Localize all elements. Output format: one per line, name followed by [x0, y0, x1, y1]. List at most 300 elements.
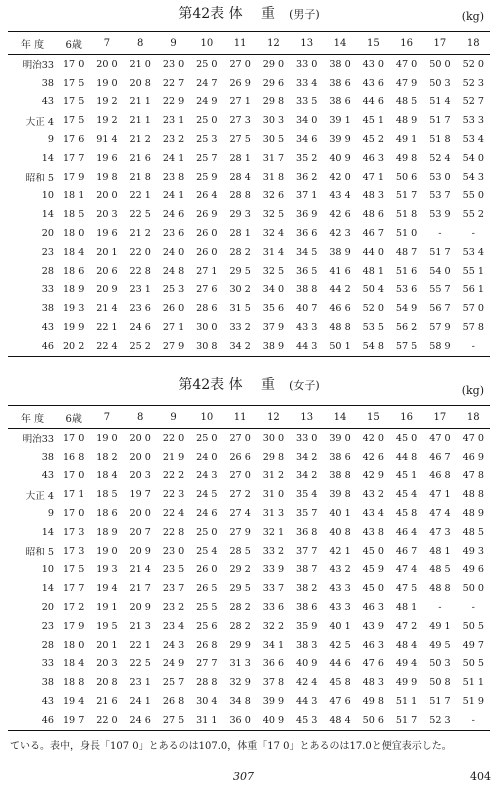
table-cell: 53 5 — [362, 322, 384, 334]
table-cell: 22 1 — [96, 322, 118, 334]
table-cell: 50 6 — [362, 714, 384, 726]
column-header: 7 — [90, 406, 123, 429]
row-year: 38 — [41, 77, 54, 89]
table-cell: 28 2 — [229, 620, 251, 632]
table-cell: 47 4 — [395, 564, 418, 576]
table-cell: 26 9 — [229, 77, 251, 89]
table-cell: 20 8 — [96, 677, 118, 689]
table-cell: 17 0 — [62, 432, 85, 444]
weight-table-male — [8, 31, 490, 357]
table-cell: 20 0 — [129, 508, 151, 520]
table-cell: 48 5 — [429, 564, 451, 576]
weight-table-female — [8, 405, 490, 731]
table-cell: 21 7 — [129, 583, 151, 595]
table-cell: 46 7 — [395, 545, 418, 557]
table-cell: 40 8 — [329, 526, 351, 538]
table-cell: 29 0 — [262, 58, 285, 70]
table-cell: 29 5 — [229, 265, 251, 277]
table-row — [8, 448, 490, 467]
row-year: 46 — [41, 714, 54, 726]
table-row — [8, 262, 490, 281]
column-header: 16 — [390, 406, 423, 429]
table-cell: 31 8 — [262, 171, 285, 183]
row-year: 大正 4 — [25, 116, 54, 128]
table-cell: 25 0 — [196, 115, 218, 127]
table-cell: 27 2 — [229, 489, 251, 501]
table-row — [8, 673, 490, 692]
table-cell: 48 5 — [395, 96, 418, 108]
table-cell: 33 9 — [262, 564, 285, 576]
table-row — [8, 224, 490, 243]
table-cell: 27 6 — [196, 284, 218, 296]
table-cell: 51 9 — [462, 696, 484, 708]
table-cell: 50 5 — [462, 658, 484, 670]
table-cell: 33 2 — [262, 545, 285, 557]
table-cell: 48 8 — [329, 322, 351, 334]
table-cell: 19 7 — [129, 489, 151, 501]
table-cell: 30 0 — [196, 322, 218, 334]
table-cell: 38 7 — [296, 564, 318, 576]
table-cell: 48 4 — [395, 639, 418, 651]
table-cell: 27 9 — [162, 340, 185, 352]
table-cell: - — [438, 228, 442, 240]
table-cell: 45 0 — [395, 432, 418, 444]
table-cell: 36 8 — [296, 526, 318, 538]
table-cell: 47 0 — [429, 432, 451, 444]
column-header: 11 — [223, 406, 256, 429]
table-cell: 18 9 — [96, 526, 118, 538]
table-row — [8, 337, 490, 356]
table-cell: 34 0 — [262, 284, 285, 296]
table-cell: 49 3 — [462, 545, 484, 557]
table-cell: 23 1 — [129, 284, 151, 296]
table-cell: 48 9 — [395, 115, 418, 127]
table-cell: 24 0 — [162, 246, 185, 258]
row-year: 明治33 — [22, 60, 54, 72]
table-cell: 25 6 — [196, 620, 218, 632]
table-cell: 18 5 — [96, 489, 118, 501]
table-cell: 45 0 — [362, 583, 384, 595]
table-cell: 37 9 — [262, 322, 285, 334]
table-cell: 26 0 — [196, 564, 218, 576]
table-cell: 48 7 — [395, 246, 418, 258]
table-cell: 34 6 — [296, 134, 318, 146]
table-cell: 46 4 — [395, 526, 418, 538]
table-row — [8, 467, 490, 486]
table-cell: 31 5 — [229, 303, 251, 315]
table-cell: 38 0 — [329, 58, 351, 70]
table-cell: 22 1 — [129, 190, 151, 202]
table-cell: 25 0 — [196, 526, 218, 538]
table-title — [8, 3, 490, 23]
table-cell: 45 0 — [362, 545, 384, 557]
table-cell: 42 0 — [362, 432, 384, 444]
table-cell: 19 0 — [96, 77, 118, 89]
table-cell: 22 0 — [96, 714, 118, 726]
row-year: 9 — [47, 134, 54, 146]
table-cell: 50 8 — [429, 677, 451, 689]
table-cell: 42 9 — [362, 470, 384, 482]
table-cell: 18 4 — [62, 658, 85, 670]
table-cell: 42 0 — [329, 171, 351, 183]
table-cell: 17 7 — [62, 152, 85, 164]
column-header: 14 — [323, 32, 356, 55]
table-cell: 31 3 — [229, 658, 251, 670]
row-year: 10 — [41, 190, 54, 202]
table-cell: 17 7 — [62, 583, 85, 595]
table-cell: 51 7 — [429, 115, 451, 127]
table-cell: 22 5 — [129, 209, 151, 221]
table-cell: 52 7 — [462, 96, 484, 108]
table-cell: 20 0 — [96, 190, 118, 202]
table-cell: 27 0 — [229, 432, 251, 444]
table-cell: 31 1 — [196, 714, 218, 726]
table-cell: 22 8 — [162, 526, 185, 538]
table-row — [8, 692, 490, 711]
table-cell: 34 2 — [296, 470, 318, 482]
table-row — [8, 74, 490, 93]
table-cell: 20 7 — [129, 526, 151, 538]
table-cell: 38 8 — [329, 470, 351, 482]
table-cell: 25 0 — [196, 58, 218, 70]
table-cell: 25 7 — [196, 152, 218, 164]
column-header: 17 — [423, 32, 456, 55]
table-cell: 28 4 — [229, 171, 251, 183]
table-cell: 53 0 — [429, 171, 451, 183]
column-header: 14 — [323, 406, 356, 429]
table-row — [8, 187, 490, 206]
table-cell: 21 9 — [162, 451, 185, 463]
table-cell: 38 6 — [329, 451, 351, 463]
table-cell: 33 0 — [296, 432, 318, 444]
table-cell: 55 7 — [429, 284, 451, 296]
table-cell: 40 9 — [262, 714, 285, 726]
table-cell: 17 6 — [62, 134, 85, 146]
table-cell: 36 6 — [262, 658, 285, 670]
table-row — [8, 55, 490, 74]
table-cell: 27 5 — [229, 134, 251, 146]
table-cell: 36 2 — [296, 171, 318, 183]
table-cell: 20 6 — [96, 265, 118, 277]
table-cell: 50 6 — [395, 171, 418, 183]
column-header: 12 — [257, 32, 290, 55]
column-header: 8 — [124, 406, 157, 429]
table-cell: 25 3 — [162, 284, 185, 296]
table-cell: 40 1 — [329, 620, 351, 632]
table-cell: 51 7 — [429, 246, 451, 258]
column-header: 16 — [390, 32, 423, 55]
table-cell: 43 3 — [329, 583, 351, 595]
table-cell: 20 0 — [129, 451, 151, 463]
table-cell: 49 1 — [395, 134, 418, 146]
table-cell: 24 6 — [129, 714, 151, 726]
table-cell: 51 7 — [395, 190, 418, 202]
table-cell: 21 4 — [96, 303, 118, 315]
table-cell: 20 2 — [62, 340, 85, 352]
table-cell: 21 1 — [129, 115, 151, 127]
table-cell: 19 5 — [96, 620, 118, 632]
table-cell: 44 0 — [362, 246, 384, 258]
row-year: 14 — [41, 526, 54, 538]
table-cell: 57 0 — [462, 303, 484, 315]
table-cell: 17 2 — [62, 602, 85, 614]
title-subtitle: (女子) — [289, 379, 320, 392]
table-cell: 47 5 — [395, 583, 418, 595]
table-cell: 32 6 — [262, 190, 285, 202]
table-cell: 20 0 — [129, 432, 151, 444]
table-cell: 45 9 — [362, 564, 384, 576]
table-cell: 38 6 — [329, 77, 351, 89]
table-cell: 50 3 — [429, 77, 451, 89]
table-cell: 29 8 — [262, 96, 285, 108]
table-cell: 46 8 — [429, 470, 451, 482]
table-cell: 45 8 — [329, 677, 351, 689]
table-row — [8, 617, 490, 636]
table-cell: 27 0 — [229, 470, 251, 482]
row-year: 33 — [41, 284, 54, 296]
row-year: 38 — [41, 451, 54, 463]
table-cell: 17 5 — [62, 115, 85, 127]
table-cell: 38 2 — [296, 583, 318, 595]
table-cell: 44 3 — [296, 340, 318, 352]
column-header: 10 — [190, 32, 223, 55]
table-cell: 25 2 — [129, 340, 151, 352]
table-cell: 20 9 — [129, 545, 151, 557]
column-header: 13 — [290, 32, 323, 55]
table-cell: 20 1 — [96, 246, 118, 258]
table-cell: 21 2 — [129, 134, 151, 146]
table-row — [8, 485, 490, 504]
table-cell: 47 1 — [362, 171, 384, 183]
table-cell: 42 6 — [329, 209, 351, 221]
row-year: 20 — [41, 228, 54, 240]
table-cell: 35 7 — [296, 508, 318, 520]
row-year: 43 — [41, 96, 54, 108]
column-header: 11 — [223, 32, 256, 55]
column-header: 年 度 — [8, 406, 57, 429]
table-cell: 17 3 — [62, 545, 85, 557]
table-cell: 48 5 — [462, 526, 484, 538]
table-cell: 47 3 — [429, 526, 451, 538]
title-subtitle: (男子) — [289, 8, 320, 21]
table-cell: 46 9 — [462, 451, 484, 463]
table-cell: - — [471, 602, 475, 614]
table-cell: 20 9 — [96, 284, 118, 296]
table-cell: 25 7 — [162, 677, 185, 689]
table-row — [8, 504, 490, 523]
table-cell: 40 9 — [329, 152, 351, 164]
table-cell: 23 2 — [162, 134, 185, 146]
table-cell: 48 3 — [362, 190, 384, 202]
table-cell: 46 3 — [362, 152, 384, 164]
row-year: 10 — [41, 564, 54, 576]
table-cell: 51 8 — [429, 134, 451, 146]
table-cell: 32 2 — [262, 620, 285, 632]
table-cell: 23 6 — [162, 228, 185, 240]
table-cell: 19 1 — [96, 602, 118, 614]
table-cell: 27 3 — [229, 115, 251, 127]
table-cell: 23 8 — [162, 171, 185, 183]
table-cell: 22 4 — [96, 340, 118, 352]
table-cell: 18 0 — [62, 228, 85, 240]
table-cell: 55 1 — [462, 265, 484, 277]
table-cell: 53 7 — [429, 190, 451, 202]
header-row — [8, 32, 490, 55]
table-cell: 53 4 — [462, 246, 484, 258]
table-cell: 28 5 — [229, 545, 251, 557]
table-cell: 50 0 — [462, 583, 484, 595]
row-year: 33 — [41, 658, 54, 670]
table-cell: 22 5 — [129, 658, 151, 670]
table-cell: 45 1 — [362, 115, 384, 127]
table-cell: 43 0 — [362, 58, 384, 70]
table-cell: 25 5 — [196, 602, 218, 614]
table-cell: 31 0 — [262, 489, 285, 501]
table-cell: 23 0 — [162, 58, 185, 70]
table-cell: 36 5 — [296, 265, 318, 277]
column-header: 13 — [290, 406, 323, 429]
table-row — [8, 205, 490, 224]
table-cell: 26 0 — [162, 303, 185, 315]
column-header: 6歳 — [57, 406, 90, 429]
table-cell: 47 4 — [429, 508, 451, 520]
table-cell: 19 7 — [62, 714, 85, 726]
table-cell: 38 3 — [296, 639, 318, 651]
table-cell: 27 1 — [162, 322, 185, 334]
table-cell: 22 2 — [162, 470, 185, 482]
table-cell: 57 8 — [462, 322, 484, 334]
table-cell: 34 0 — [296, 115, 318, 127]
table-cell: 28 2 — [229, 246, 251, 258]
table-cell: 18 0 — [62, 639, 85, 651]
row-year: 38 — [41, 677, 54, 689]
table-cell: 24 9 — [162, 658, 185, 670]
table-cell: 35 2 — [296, 152, 318, 164]
table-cell: 52 4 — [429, 152, 451, 164]
table-cell: 23 6 — [129, 303, 151, 315]
table-cell: 38 9 — [262, 340, 285, 352]
table-cell: 43 3 — [296, 322, 318, 334]
table-cell: 34 2 — [296, 451, 318, 463]
table-cell: 31 4 — [262, 246, 285, 258]
row-year: 昭和 5 — [25, 173, 54, 185]
table-cell: 44 3 — [296, 696, 318, 708]
column-header: 7 — [90, 32, 123, 55]
table-cell: 27 0 — [229, 58, 251, 70]
table-cell: 48 8 — [462, 489, 484, 501]
table-cell: 20 0 — [96, 58, 118, 70]
table-cell: 35 6 — [262, 303, 285, 315]
table-cell: 17 9 — [62, 620, 85, 632]
table-cell: 48 1 — [395, 602, 418, 614]
unit-label: (kg) — [461, 10, 484, 23]
table-cell: 40 1 — [329, 508, 351, 520]
table-cell: 23 1 — [162, 115, 185, 127]
table-cell: 19 2 — [96, 115, 118, 127]
table-cell: 33 4 — [296, 77, 318, 89]
table-cell: 22 4 — [162, 508, 185, 520]
table-cell: 30 2 — [229, 284, 251, 296]
table-cell: 18 8 — [62, 677, 85, 689]
table-cell: 29 5 — [229, 583, 251, 595]
table-cell: 17 0 — [62, 470, 85, 482]
table-cell: 19 4 — [62, 696, 85, 708]
table-cell: 51 0 — [395, 228, 418, 240]
table-cell: 24 0 — [196, 451, 218, 463]
table-cell: 30 0 — [262, 432, 285, 444]
table-cell: 52 3 — [462, 77, 484, 89]
table-cell: 29 8 — [262, 451, 285, 463]
title-text: 第42表 体 重 — [178, 377, 276, 393]
table-cell: 27 1 — [229, 96, 251, 108]
table-cell: 45 2 — [362, 134, 384, 146]
table-cell: 20 1 — [96, 639, 118, 651]
table-cell: 17 1 — [62, 489, 85, 501]
table-cell: 49 5 — [429, 639, 451, 651]
row-year: 昭和 5 — [25, 547, 54, 559]
footnote: ている。表中，身長「107 0」とあるのは107.0，体重「17 0」とあるのは17.0と便宜表示した。 — [10, 741, 452, 752]
table-cell: 30 8 — [196, 340, 218, 352]
table-cell: 48 4 — [329, 714, 351, 726]
table-cell: 49 8 — [362, 696, 384, 708]
table-cell: - — [438, 602, 442, 614]
table-cell: 45 4 — [395, 489, 418, 501]
table-cell: 20 9 — [129, 602, 151, 614]
table-cell: 53 4 — [462, 134, 484, 146]
table-cell: 53 9 — [429, 209, 451, 221]
table-cell: 25 0 — [196, 432, 218, 444]
table-cell: 28 1 — [229, 228, 251, 240]
table-cell: 32 5 — [262, 209, 285, 221]
table-cell: 21 6 — [129, 152, 151, 164]
table-cell: 30 4 — [196, 696, 218, 708]
table-cell: 23 7 — [162, 583, 185, 595]
table-cell: 48 9 — [462, 508, 484, 520]
table-cell: 57 9 — [429, 322, 451, 334]
table-cell: 26 8 — [196, 639, 218, 651]
table-cell: 47 2 — [395, 620, 418, 632]
table-cell: 37 7 — [296, 545, 318, 557]
table-cell: 19 3 — [62, 303, 85, 315]
table-cell: 45 3 — [296, 714, 318, 726]
table-title — [8, 374, 490, 394]
row-year: 23 — [41, 620, 54, 632]
table-cell: 23 5 — [162, 564, 185, 576]
table-row — [8, 523, 490, 542]
table-cell: 50 4 — [362, 284, 384, 296]
column-header: 10 — [190, 406, 223, 429]
table-cell: 28 6 — [196, 303, 218, 315]
table-cell: 26 8 — [162, 696, 185, 708]
table-cell: 55 0 — [462, 190, 484, 202]
table-cell: 22 1 — [129, 639, 151, 651]
table-cell: 40 9 — [296, 658, 318, 670]
row-year: 28 — [41, 639, 54, 651]
column-header: 18 — [457, 406, 490, 429]
table-cell: 22 9 — [162, 96, 185, 108]
table-cell: 37 1 — [296, 190, 318, 202]
table-cell: 31 7 — [262, 152, 285, 164]
table-cell: 24 8 — [162, 265, 185, 277]
table-cell: 52 0 — [362, 303, 384, 315]
table-cell: 23 4 — [162, 620, 185, 632]
column-header: 12 — [257, 406, 290, 429]
table-cell: 39 9 — [329, 134, 351, 146]
column-header: 15 — [357, 406, 390, 429]
table-row — [8, 168, 490, 187]
table-cell: 18 4 — [96, 470, 118, 482]
table-row — [8, 243, 490, 262]
